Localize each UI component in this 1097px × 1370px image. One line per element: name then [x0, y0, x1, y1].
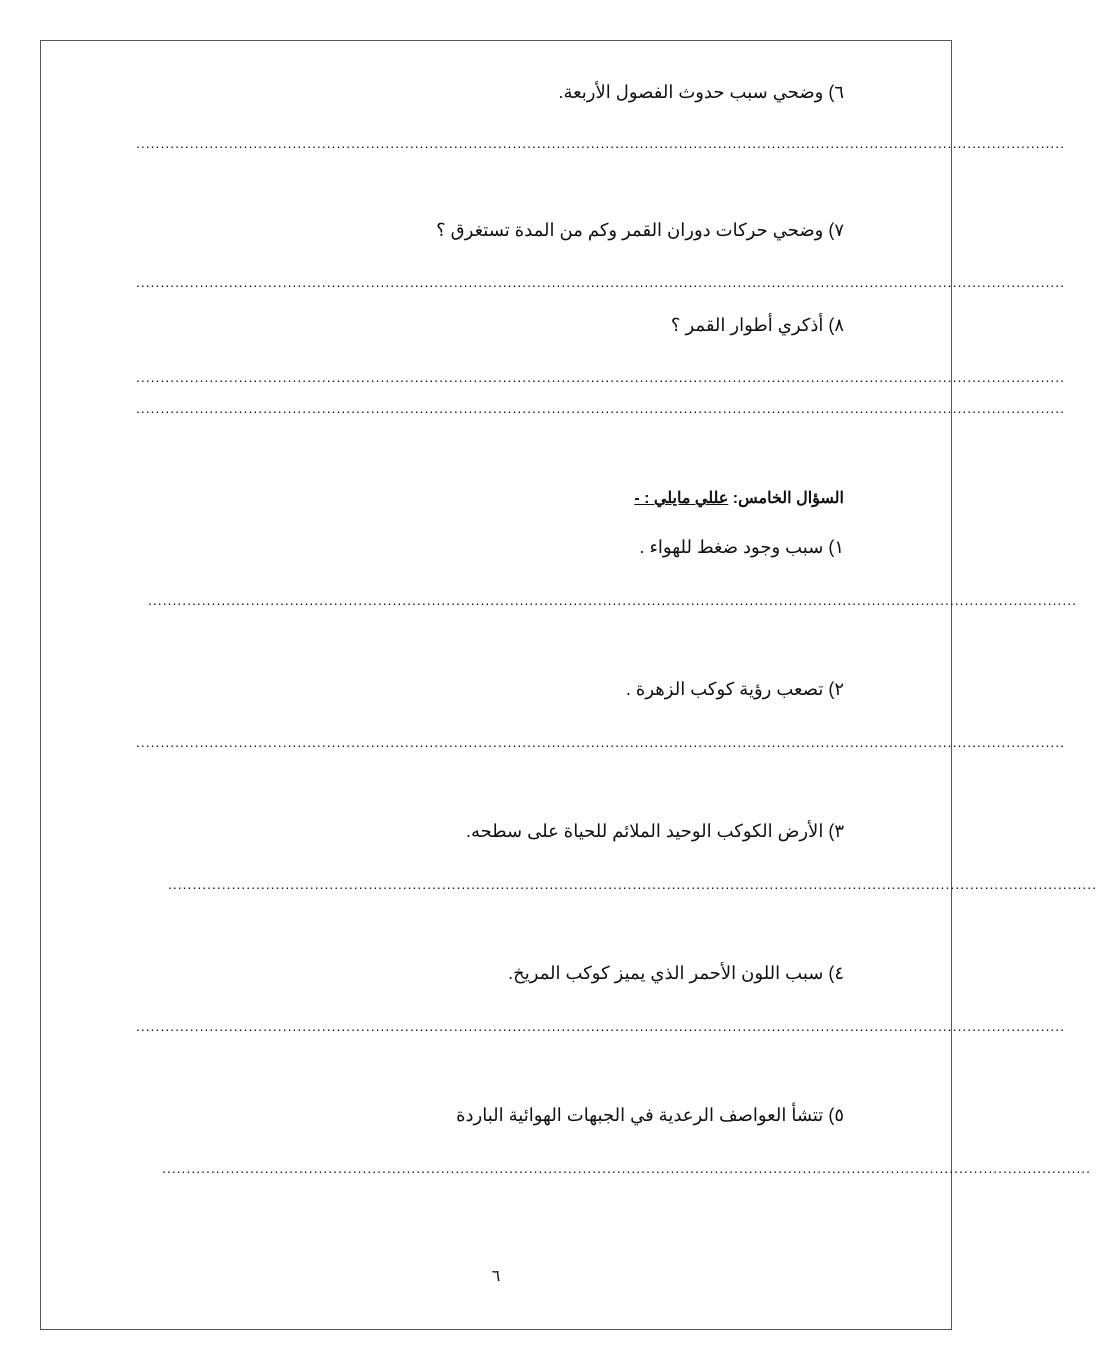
- answer-line-q8-1[interactable]: ..............................................................................................................................................................................................: [136, 369, 1066, 385]
- answer-line-q7[interactable]: ..............................................................................................................................................................................................: [136, 274, 1066, 290]
- section5-title: السؤال الخامس:: [732, 490, 844, 507]
- answer-line-q6[interactable]: ..............................................................................................................................................................................................: [136, 135, 1066, 151]
- question-b5: ٥) تتشأ العواصف الرعدية في الجبهات الهوائية الباردة: [456, 1105, 844, 1125]
- answer-line-b4[interactable]: ..............................................................................................................................................................................................: [136, 1018, 1066, 1034]
- question-b4: ٤) سبب اللون الأحمر الذي يميز كوكب المريخ.: [508, 963, 844, 983]
- answer-line-b3[interactable]: ..............................................................................................................................................................................................: [168, 876, 1097, 892]
- answer-line-b5[interactable]: ..............................................................................................................................................................................................: [162, 1160, 1092, 1176]
- question-b3: ٣) الأرض الكوكب الوحيد الملائم للحياة على سطحه.: [465, 821, 844, 841]
- question-b2: ٢) تصعب رؤية كوكب الزهرة .: [625, 679, 844, 699]
- question-b1: ١) سبب وجود ضغط للهواء .: [639, 537, 844, 557]
- question-6: ٦) وضحي سبب حدوث الفصول الأربعة.: [558, 82, 844, 102]
- question-8: ٨) أذكري أطوار القمر ؟: [670, 315, 844, 335]
- answer-line-b2[interactable]: ..............................................................................................................................................................................................: [136, 734, 1066, 750]
- section5-heading: [634, 488, 844, 510]
- answer-line-b1[interactable]: ..............................................................................................................................................................................................: [148, 592, 1078, 608]
- section5-subtitle: عللي مايلي : -: [634, 490, 729, 507]
- question-7: ٧) وضحي حركات دوران القمر وكم من المدة تستغرق ؟: [436, 220, 844, 240]
- answer-line-q8-2[interactable]: ..............................................................................................................................................................................................: [136, 400, 1066, 416]
- page-number: ٦: [491, 1268, 501, 1285]
